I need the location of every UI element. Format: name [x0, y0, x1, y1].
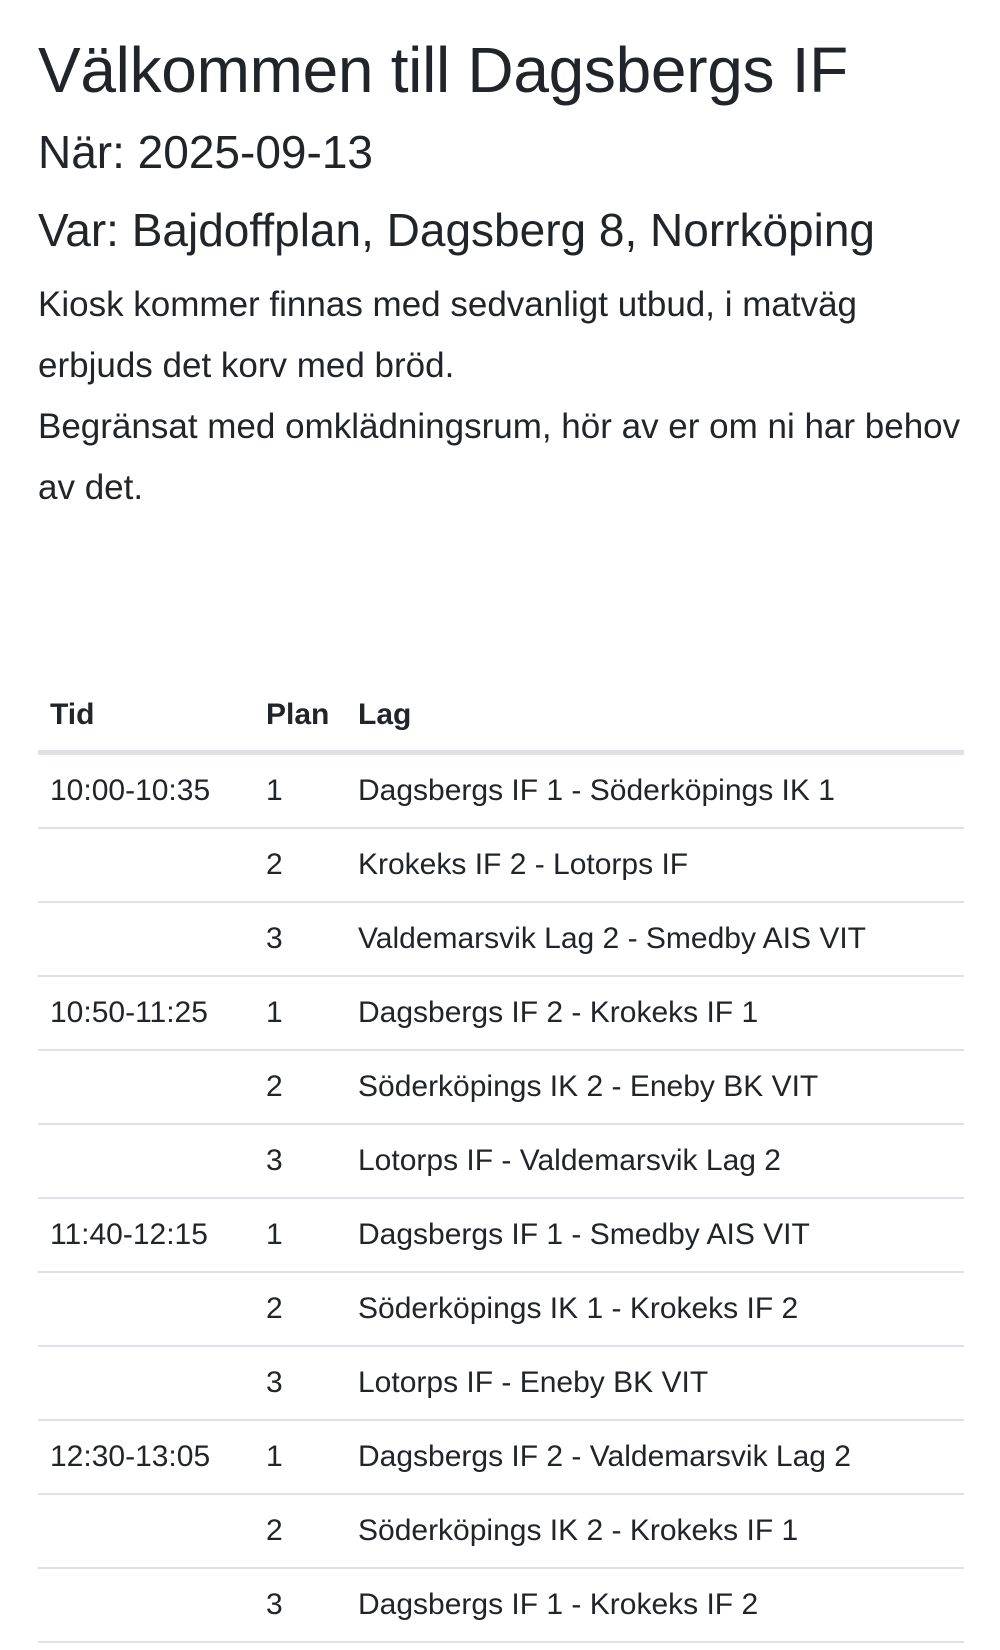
- page-title: Välkommen till Dagsbergs IF: [38, 34, 848, 106]
- table-row: [38, 1346, 964, 1420]
- match-teams: Dagsbergs IF 2 - Krokeks IF 1: [346, 976, 964, 1050]
- match-pitch: 1: [254, 1198, 346, 1272]
- table-row: [38, 902, 964, 976]
- table-row: [38, 1124, 964, 1198]
- match-teams: Dagsbergs IF 2 - Valdemarsvik Lag 2: [346, 1420, 964, 1494]
- match-pitch: 3: [254, 1346, 346, 1420]
- table-row: [38, 1494, 964, 1568]
- table-row: [38, 976, 964, 1050]
- match-time: 10:00-10:35: [38, 753, 254, 829]
- match-time: [38, 902, 254, 976]
- match-pitch: 2: [254, 1050, 346, 1124]
- match-pitch: 3: [254, 1568, 346, 1642]
- table-row: [38, 753, 964, 829]
- table-row: [38, 1198, 964, 1272]
- match-time: 12:30-13:05: [38, 1420, 254, 1494]
- match-teams: Söderköpings IK 2 - Krokeks IF 1: [346, 1494, 964, 1568]
- match-pitch: 2: [254, 1272, 346, 1346]
- match-teams: Dagsbergs IF 1 - Smedby AIS VIT: [346, 1198, 964, 1272]
- match-time: [38, 1568, 254, 1642]
- match-time: [38, 1124, 254, 1198]
- event-location: Var: Bajdoffplan, Dagsberg 8, Norrköping: [38, 204, 876, 256]
- match-teams: Lotorps IF - Eneby BK VIT: [346, 1346, 964, 1420]
- match-pitch: 3: [254, 1124, 346, 1198]
- table-row: [38, 828, 964, 902]
- table-row: [38, 1420, 964, 1494]
- match-schedule-table: [38, 680, 964, 1643]
- match-pitch: 1: [254, 753, 346, 829]
- match-pitch: 1: [254, 1420, 346, 1494]
- match-teams: Dagsbergs IF 1 - Krokeks IF 2: [346, 1568, 964, 1642]
- info-kiosk: Kiosk kommer finnas med sedvanligt utbud, i matväg erbjuds det korv med bröd.: [38, 285, 857, 385]
- column-header-pitch: Plan: [254, 680, 346, 753]
- event-date: När: 2025-09-13: [38, 126, 373, 178]
- match-teams: Söderköpings IK 1 - Krokeks IF 2: [346, 1272, 964, 1346]
- match-time: 11:40-12:15: [38, 1198, 254, 1272]
- table-row: [38, 1568, 964, 1642]
- match-pitch: 3: [254, 902, 346, 976]
- match-time: [38, 1050, 254, 1124]
- table-row: [38, 1050, 964, 1124]
- match-teams: Söderköpings IK 2 - Eneby BK VIT: [346, 1050, 964, 1124]
- match-teams: Valdemarsvik Lag 2 - Smedby AIS VIT: [346, 902, 964, 976]
- match-time: [38, 1494, 254, 1568]
- table-header-row: [38, 680, 964, 753]
- column-header-teams: Lag: [346, 680, 964, 753]
- match-pitch: 2: [254, 828, 346, 902]
- match-time: [38, 1346, 254, 1420]
- match-teams: Lotorps IF - Valdemarsvik Lag 2: [346, 1124, 964, 1198]
- match-pitch: 1: [254, 976, 346, 1050]
- match-time: [38, 1272, 254, 1346]
- match-pitch: 2: [254, 1494, 346, 1568]
- info-changing-rooms: Begränsat med omklädningsrum, hör av er om ni har behov av det.: [38, 407, 961, 507]
- match-time: [38, 828, 254, 902]
- match-teams: Krokeks IF 2 - Lotorps IF: [346, 828, 964, 902]
- event-info: [38, 274, 962, 518]
- column-header-time: Tid: [38, 680, 254, 753]
- match-time: 10:50-11:25: [38, 976, 254, 1050]
- match-teams: Dagsbergs IF 1 - Söderköpings IK 1: [346, 753, 964, 829]
- table-row: [38, 1272, 964, 1346]
